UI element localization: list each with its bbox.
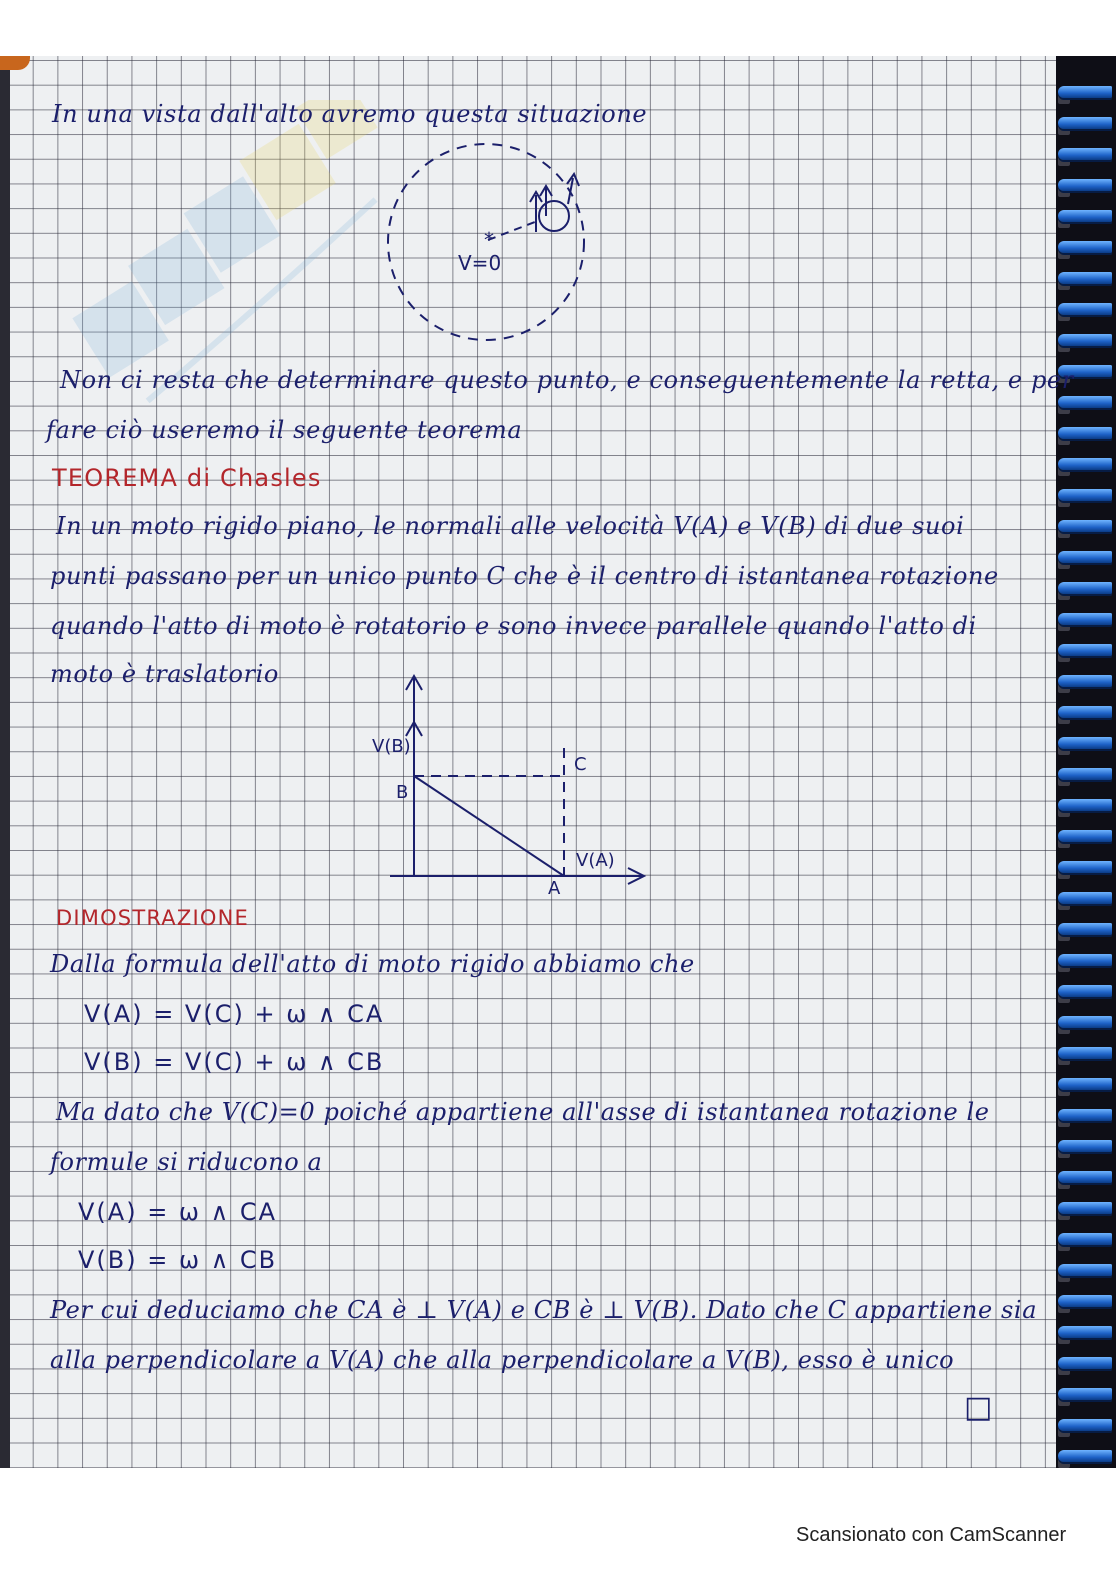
- equation-2: V(B) = V(C) + ω ∧ CB: [84, 1048, 385, 1076]
- label-b: B: [396, 782, 409, 803]
- spiral-coil: [1058, 520, 1112, 532]
- spiral-coil: [1058, 1078, 1112, 1090]
- proof-line-4: Per cui deduciamo che CA è ⊥ V(A) e CB è ⊥ V(B). Dato che C appartiene sia: [50, 1296, 1038, 1324]
- spiral-coil: [1058, 954, 1112, 966]
- spiral-coil: [1058, 1326, 1112, 1338]
- spiral-coil: [1058, 1264, 1112, 1276]
- spiral-coil: [1058, 985, 1112, 997]
- spiral-coil: [1058, 1388, 1112, 1400]
- paragraph-line-2: fare ciò useremo il seguente teorema: [46, 416, 523, 444]
- spiral-coil: [1058, 86, 1112, 98]
- proof-line-2: Ma dato che V(C)=0 poiché appartiene all'asse di istantanea rotazione le: [56, 1098, 990, 1126]
- label-va: V(A): [576, 850, 615, 871]
- center-star: *: [484, 228, 494, 252]
- spiral-coil: [1058, 117, 1112, 129]
- spiral-coil: [1058, 1357, 1112, 1369]
- scanner-footer: Scansionato con CamScanner: [796, 1524, 1067, 1546]
- theorem-line-4: moto è traslatorio: [50, 660, 279, 688]
- intro-line: In una vista dall'alto avremo questa situazione: [52, 100, 648, 128]
- spiral-coil: [1058, 830, 1112, 842]
- theorem-line-2: punti passano per un unico punto C che è il centro di istantanea rotazione: [50, 562, 999, 590]
- spiral-coil: [1058, 303, 1112, 315]
- spiral-coil: [1058, 1295, 1112, 1307]
- spiral-coil: [1058, 1109, 1112, 1121]
- page-left-edge: [0, 56, 10, 1468]
- equation-4: V(B) = ω ∧ CB: [78, 1246, 278, 1274]
- chasles-diagram: [360, 670, 660, 900]
- equation-3: V(A) = ω ∧ CA: [78, 1198, 278, 1226]
- spiral-coil: [1058, 334, 1112, 346]
- spiral-coil: [1058, 241, 1112, 253]
- spiral-coil: [1058, 1016, 1112, 1028]
- spiral-coil: [1058, 1419, 1112, 1431]
- spiral-coil: [1058, 706, 1112, 718]
- label-vb: V(B): [372, 736, 411, 757]
- spiral-coil: [1058, 1047, 1112, 1059]
- spiral-coil: [1058, 737, 1112, 749]
- center-velocity-label: V=0: [458, 251, 502, 275]
- spiral-coil: [1058, 582, 1112, 594]
- spiral-coil: [1058, 179, 1112, 191]
- spiral-coil: [1058, 148, 1112, 160]
- spiral-coil: [1058, 675, 1112, 687]
- qed-square: □: [964, 1390, 995, 1425]
- proof-line-1: Dalla formula dell'atto di moto rigido abbiamo che: [50, 950, 695, 978]
- top-view-diagram: [370, 140, 610, 345]
- spiral-coil: [1058, 923, 1112, 935]
- spiral-coil: [1058, 861, 1112, 873]
- proof-line-5: alla perpendicolare a V(A) che alla perpendicolare a V(B), esso è unico: [50, 1346, 955, 1374]
- spiral-coil: [1058, 1450, 1112, 1462]
- proof-line-3: formule si riducono a: [50, 1148, 323, 1176]
- segment-ab: [414, 776, 564, 876]
- spiral-coil: [1058, 272, 1112, 284]
- spiral-coil: [1058, 458, 1112, 470]
- spiral-coil: [1058, 551, 1112, 563]
- equation-1: V(A) = V(C) + ω ∧ CA: [84, 1000, 385, 1028]
- theorem-line-3: quando l'atto di moto è rotatorio e sono invece parallele quando l'atto di: [50, 612, 977, 640]
- spiral-coil: [1058, 613, 1112, 625]
- spiral-binding: [1056, 56, 1116, 1468]
- spiral-coil: [1058, 396, 1112, 408]
- spiral-coil: [1058, 1140, 1112, 1152]
- spiral-coil: [1058, 799, 1112, 811]
- spiral-coil: [1058, 1233, 1112, 1245]
- spiral-coil: [1058, 644, 1112, 656]
- small-wheel: [539, 201, 569, 231]
- label-a: A: [548, 878, 561, 899]
- spiral-coil: [1058, 427, 1112, 439]
- spiral-coil: [1058, 1202, 1112, 1214]
- spiral-coil: [1058, 892, 1112, 904]
- radius-dashed-line: [488, 222, 535, 240]
- spiral-coil: [1058, 489, 1112, 501]
- spiral-coil: [1058, 210, 1112, 222]
- theorem-title: TEOREMA di Chasles: [52, 464, 322, 492]
- theorem-line-1: In un moto rigido piano, le normali alle velocità V(A) e V(B) di due suoi: [56, 512, 965, 540]
- spiral-coil: [1058, 1171, 1112, 1183]
- spiral-coil: [1058, 768, 1112, 780]
- label-c: C: [574, 754, 587, 775]
- paragraph-line-1: Non ci resta che determinare questo punto, e conseguentemente la retta, e per: [60, 366, 1074, 394]
- proof-title: DIMOSTRAZIONE: [56, 906, 249, 930]
